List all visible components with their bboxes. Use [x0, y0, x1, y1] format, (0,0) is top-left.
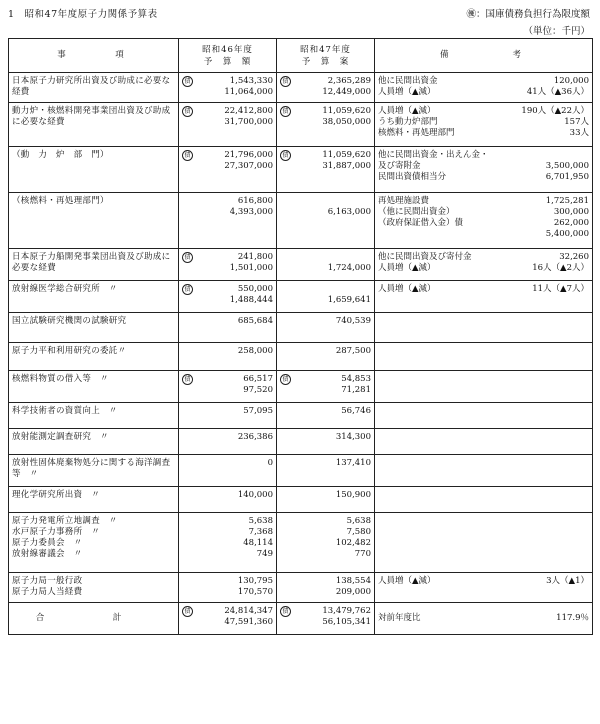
amount: 236,386: [237, 432, 273, 442]
row-remarks: [375, 487, 593, 513]
row-item: （核燃料・再処理部門）: [9, 193, 179, 249]
remark-value: 300,000: [553, 207, 589, 217]
unit-note: （単位：千円）: [523, 26, 590, 37]
remark-label: 及び寄附金: [378, 161, 421, 171]
row-remarks: [375, 249, 593, 281]
row-remarks: [375, 429, 593, 455]
bond-mark: 債: [182, 284, 193, 295]
row-fy46: [179, 147, 277, 193]
col-header-remarks: 備 考: [375, 39, 593, 73]
row-fy47: [277, 487, 375, 513]
row-fy46: [179, 455, 277, 487]
row-item: 原子力平和利用研究の委託〃: [9, 343, 179, 371]
total-fy47: 債 13,479,762 56,105,341: [277, 603, 375, 635]
row-item: 日本原子力船開発事業団出資及び助成に必要な経費: [9, 249, 179, 281]
remark-value: 16人（▲2人）: [532, 263, 589, 273]
remark-label: 人員増（▲減）: [378, 284, 436, 294]
bond-mark: 債: [182, 606, 193, 617]
budget-table: [8, 38, 593, 635]
row-remarks: [375, 513, 593, 573]
row-fy46: [179, 103, 277, 147]
total-row: [9, 603, 593, 635]
row-remarks: [375, 73, 593, 103]
amount: 550,000 1,488,444: [229, 284, 273, 305]
row-fy47: [277, 313, 375, 343]
table-row: [9, 103, 593, 147]
remark-label: 再処理施設費: [378, 196, 430, 206]
amount: 740,539: [335, 316, 371, 326]
amount: 138,554 209,000: [335, 576, 371, 597]
row-fy46: [179, 429, 277, 455]
row-remarks: [375, 313, 593, 343]
row-fy47: [277, 73, 375, 103]
table-row: [9, 343, 593, 371]
amount: 616,800 4,393,000: [229, 196, 273, 217]
row-item: （動 力 炉 部 門）: [9, 147, 179, 193]
remark-value: 11人（▲7人）: [532, 284, 589, 294]
table-row: [9, 313, 593, 343]
total-remarks: [375, 603, 593, 635]
remark-value: 5,400,000: [545, 229, 589, 239]
row-item: 科学技術者の資質向上 〃: [9, 403, 179, 429]
amount: 1,543,330 11,064,000: [224, 76, 273, 97]
amount: 54,853 71,281: [341, 374, 371, 395]
table-row: [9, 403, 593, 429]
remark-value: 117.9％: [556, 613, 589, 623]
amount: 56,746: [341, 406, 371, 416]
row-fy46: [179, 193, 277, 249]
amount: 2,365,289 12,449,000: [322, 76, 371, 97]
row-item: 原子力局一般行政 原子力局人当経費: [9, 573, 179, 603]
row-fy47: [277, 371, 375, 403]
table-row: [9, 147, 593, 193]
remark-value: 190人（▲22人）: [521, 106, 589, 116]
bond-mark: 債: [280, 76, 291, 87]
col-header-fy46: 昭和46年度 予 算 額: [179, 39, 277, 73]
amount: 685,684: [237, 316, 273, 326]
row-fy47: [277, 193, 375, 249]
amount: 6,163,000: [327, 207, 371, 217]
row-fy46: [179, 513, 277, 573]
remark-value: 32,260: [559, 252, 589, 262]
row-item: 動力炉・核燃料開発事業団出資及び助成に必要な経費: [9, 103, 179, 147]
amount: 21,796,000 27,307,000: [224, 150, 273, 171]
row-item: 国立試験研究機関の試験研究: [9, 313, 179, 343]
bond-mark: 債: [280, 150, 291, 161]
amount: 140,000: [237, 490, 273, 500]
remark-label: 人員増（▲減）: [378, 87, 436, 97]
amount: 241,800 1,501,000: [229, 252, 273, 273]
row-item: 日本原子力研究所出資及び助成に必要な経費: [9, 73, 179, 103]
bond-mark: 債: [182, 252, 193, 263]
row-item: 放射線医学総合研究所 〃: [9, 281, 179, 313]
row-fy47: [277, 103, 375, 147]
remark-label: 民間出資債相当分: [378, 172, 447, 182]
row-remarks: [375, 573, 593, 603]
remark-label: （他に民間出資金）: [378, 207, 455, 217]
amount: 5,638 7,580 102,482 770: [335, 516, 371, 559]
remark-label: 人員増（▲減）: [378, 576, 436, 586]
remark-label: 核燃料・再処理部門: [378, 128, 455, 138]
row-fy47: [277, 403, 375, 429]
remark-label: 対前年度比: [378, 613, 421, 623]
row-fy46: [179, 573, 277, 603]
row-item: 放射能測定調査研究 〃: [9, 429, 179, 455]
page-title: 1 昭和47年度原子力関係予算表: [8, 9, 158, 20]
amount: 0: [267, 458, 273, 468]
remark-value: 3,500,000: [545, 161, 589, 171]
total-label: 合 計: [9, 603, 179, 635]
row-fy47: [277, 513, 375, 573]
row-fy46: [179, 487, 277, 513]
total-fy46: 債 24,814,347 47,591,360: [179, 603, 277, 635]
table-row: [9, 513, 593, 573]
amount: 287,500: [335, 346, 371, 356]
remark-value: 1,725,281: [545, 196, 589, 206]
remark-value: 262,000: [553, 218, 589, 228]
row-fy46: [179, 73, 277, 103]
row-remarks: [375, 371, 593, 403]
row-fy46: [179, 281, 277, 313]
row-item: 原子力発電所立地調査 〃 水戸原子力事務所 〃 原子力委員会 〃 放射線審議会 〃: [9, 513, 179, 573]
remark-label: 他に民間出資金・出えん金・: [378, 150, 489, 160]
bond-mark: 債: [182, 374, 193, 385]
remark-label: 人員増（▲減）: [378, 263, 436, 273]
bond-mark: 債: [182, 106, 193, 117]
row-fy47: [277, 343, 375, 371]
amount: 150,900: [335, 490, 371, 500]
table-row: [9, 249, 593, 281]
amount: 137,410: [335, 458, 371, 468]
remark-value: 41人（▲36人）: [526, 87, 589, 97]
row-fy47: [277, 455, 375, 487]
row-remarks: [375, 343, 593, 371]
bond-mark: 債: [280, 606, 291, 617]
remark-value: 157人: [564, 117, 589, 127]
amount: 66,517 97,520: [243, 374, 273, 395]
bond-mark: 債: [182, 76, 193, 87]
table-row: [9, 573, 593, 603]
remark-value: 120,000: [553, 76, 589, 86]
row-fy47: [277, 429, 375, 455]
row-fy47: [277, 573, 375, 603]
bond-mark: 債: [280, 106, 291, 117]
amount: 57,095: [243, 406, 273, 416]
table-body: [9, 73, 593, 603]
table-row: [9, 281, 593, 313]
amount: 11,059,620 31,887,000: [322, 150, 371, 171]
remark-value: 33人: [569, 128, 589, 138]
row-fy47: [277, 147, 375, 193]
amount: 258,000: [237, 346, 273, 356]
table-row: [9, 73, 593, 103]
row-fy46: [179, 313, 277, 343]
bond-mark: 債: [280, 374, 291, 385]
table-row: [9, 455, 593, 487]
amount: 22,412,800 31,700,000: [224, 106, 273, 127]
table-row: [9, 371, 593, 403]
row-fy46: [179, 249, 277, 281]
remark-label: （政府保証借入金）債: [378, 218, 464, 228]
col-header-fy47: 昭和47年度 予 算 案: [277, 39, 375, 73]
legend-note: ㊝：国庫債務負担行為限度額: [466, 9, 590, 20]
row-fy46: [179, 343, 277, 371]
row-remarks: [375, 403, 593, 429]
remark-value: 3人（▲1）: [546, 576, 589, 586]
row-remarks: [375, 455, 593, 487]
amount: 314,300: [335, 432, 371, 442]
amount: 1,724,000: [327, 263, 371, 273]
amount: 130,795 170,570: [237, 576, 273, 597]
table-row: [9, 429, 593, 455]
remark-value: 6,701,950: [545, 172, 589, 182]
row-item: 核燃料物質の借入等 〃: [9, 371, 179, 403]
row-remarks: [375, 193, 593, 249]
table-row: [9, 487, 593, 513]
remark-label: うち動力炉部門: [378, 117, 438, 127]
row-remarks: [375, 147, 593, 193]
amount: 5,638 7,368 48,114 749: [243, 516, 273, 559]
row-remarks: [375, 281, 593, 313]
remark-label: 他に民間出資金: [378, 76, 438, 86]
row-fy47: [277, 249, 375, 281]
amount: 11,059,620 38,050,000: [322, 106, 371, 127]
row-item: 放射性固体廃棄物処分に関する海洋調査等 〃: [9, 455, 179, 487]
col-header-item: 事 項: [9, 39, 179, 73]
bond-mark: 債: [182, 150, 193, 161]
row-fy46: [179, 403, 277, 429]
row-fy46: [179, 371, 277, 403]
remark-label: 人員増（▲減）: [378, 106, 436, 116]
remark-label: 他に民間出資及び寄付金: [378, 252, 472, 262]
row-item: 理化学研究所出資 〃: [9, 487, 179, 513]
row-remarks: [375, 103, 593, 147]
amount: 1,659,641: [327, 295, 371, 305]
table-row: [9, 193, 593, 249]
row-fy47: [277, 281, 375, 313]
